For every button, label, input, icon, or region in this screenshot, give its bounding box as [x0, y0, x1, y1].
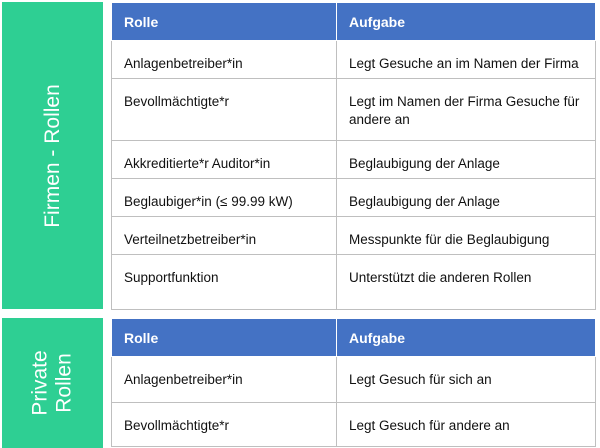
column-header-aufgabe: Aufgabe [337, 319, 596, 357]
table-row [112, 255, 596, 310]
role-cell: Bevollmächtigte*r [112, 403, 337, 447]
task-cell: Legt Gesuche an im Namen der Firma [337, 41, 596, 79]
firmen-roles-table [111, 2, 596, 310]
task-cell: Unterstützt die anderen Rollen [337, 255, 596, 310]
table-row [112, 141, 596, 179]
role-cell: Verteilnetzbetreiber*in [112, 217, 337, 255]
table-header-row [112, 3, 596, 41]
private-roles-label-line1: Private [28, 350, 52, 416]
column-header-rolle: Rolle [112, 319, 337, 357]
table-row [112, 79, 596, 141]
firmen-roles-band [2, 2, 103, 309]
table-row [112, 217, 596, 255]
private-roles-band [2, 318, 103, 448]
private-roles-label-line2: Rollen [52, 353, 76, 413]
role-cell: Anlagenbetreiber*in [112, 357, 337, 403]
task-cell: Beglaubigung der Anlage [337, 179, 596, 217]
table-row [112, 357, 596, 403]
firmen-roles-label: Firmen - Rollen [40, 83, 64, 228]
role-cell: Akkreditierte*r Auditor*in [112, 141, 337, 179]
table-row [112, 403, 596, 447]
task-cell: Messpunkte für die Beglaubigung [337, 217, 596, 255]
task-cell: Legt im Namen der Firma Gesuche für andere an [337, 79, 596, 141]
role-cell: Bevollmächtigte*r [112, 79, 337, 141]
role-cell: Supportfunktion [112, 255, 337, 310]
role-cell: Anlagenbetreiber*in [112, 41, 337, 79]
private-roles-table [111, 318, 596, 447]
table-row [112, 41, 596, 79]
column-header-aufgabe: Aufgabe [337, 3, 596, 41]
task-cell: Legt Gesuch für andere an [337, 403, 596, 447]
table-row [112, 179, 596, 217]
column-header-rolle: Rolle [112, 3, 337, 41]
table-header-row [112, 319, 596, 357]
task-cell: Legt Gesuch für sich an [337, 357, 596, 403]
role-cell: Beglaubiger*in (≤ 99.99 kW) [112, 179, 337, 217]
private-roles-label [28, 350, 76, 415]
task-cell: Beglaubigung der Anlage [337, 141, 596, 179]
